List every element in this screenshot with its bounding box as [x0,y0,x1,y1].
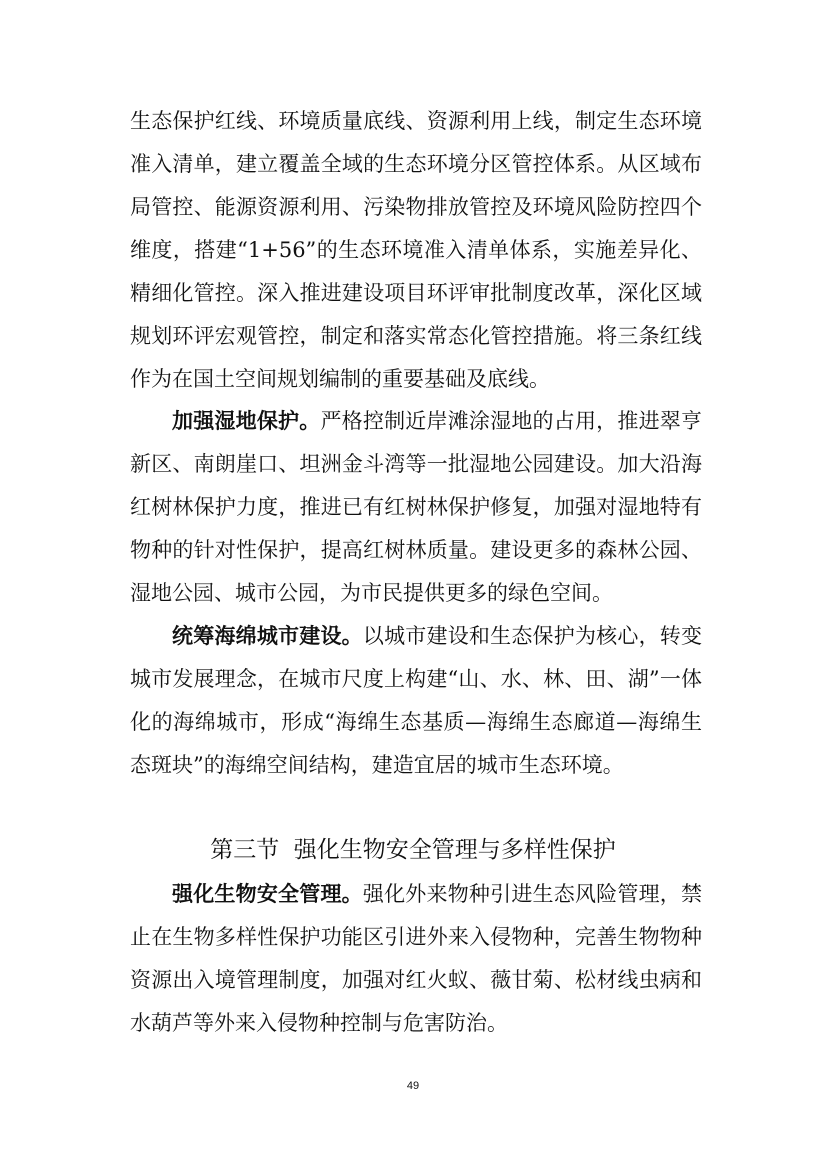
paragraph-wetland-protection [130,400,702,615]
paragraph-ecological-zoning [130,100,702,401]
paragraph-text: 以城市建设和生态保护为核心，转变城市发展理念，在城市尺度上构建“山、水、林、田、湖”一体化的海绵城市，形成“海绵生态基质—海绵生态廊道—海绵生态斑块”的海绵空间结构，建造宜居的城市生态环境。 [130,624,702,777]
paragraph-lead: 统筹海绵城市建设。 [172,624,363,648]
paragraph-text: 严格控制近岸滩涂湿地的占用，推进翠亨新区、南朗崖口、坦洲金斗湾等一批湿地公园建设。加大沿海红树林保护力度，推进已有红树林保护修复，加强对湿地特有物种的针对性保护，提高红树林质量。建设更多的森林公园、湿地公园、城市公园，为市民提供更多的绿色空间。 [130,409,703,605]
paragraph-biosafety [130,873,702,1045]
paragraph-text: 生态保护红线、环境质量底线、资源利用上线，制定生态环境准入清单，建立覆盖全域的生态环境分区管控体系。从区域布局管控、能源资源利用、污染物排放管控及环境风险防控四个维度，搭建“1+56”的生态环境准入清单体系，实施差异化、精细化管控。深入推进建设项目环评审批制度改革，深化区域规划环评宏观管控，制定和落实常态化管控措施。将三条红线作为在国土空间规划编制的重要基础及底线。 [130,109,702,391]
section-heading: 第三节 强化生物安全管理与多样性保护 [210,837,616,863]
paragraph-sponge-city [130,615,702,787]
paragraph-lead: 加强湿地保护。 [172,409,321,433]
paragraph-text: 强化外来物种引进生态风险管理，禁止在生物多样性保护功能区引进外来入侵物种，完善生物物种资源出入境管理制度，加强对红火蚁、薇甘菊、松材线虫病和水葫芦等外来入侵物种控制与危害防治。 [130,882,702,1035]
page-number: 49 [406,1080,420,1092]
paragraph-lead: 强化生物安全管理。 [172,882,363,906]
